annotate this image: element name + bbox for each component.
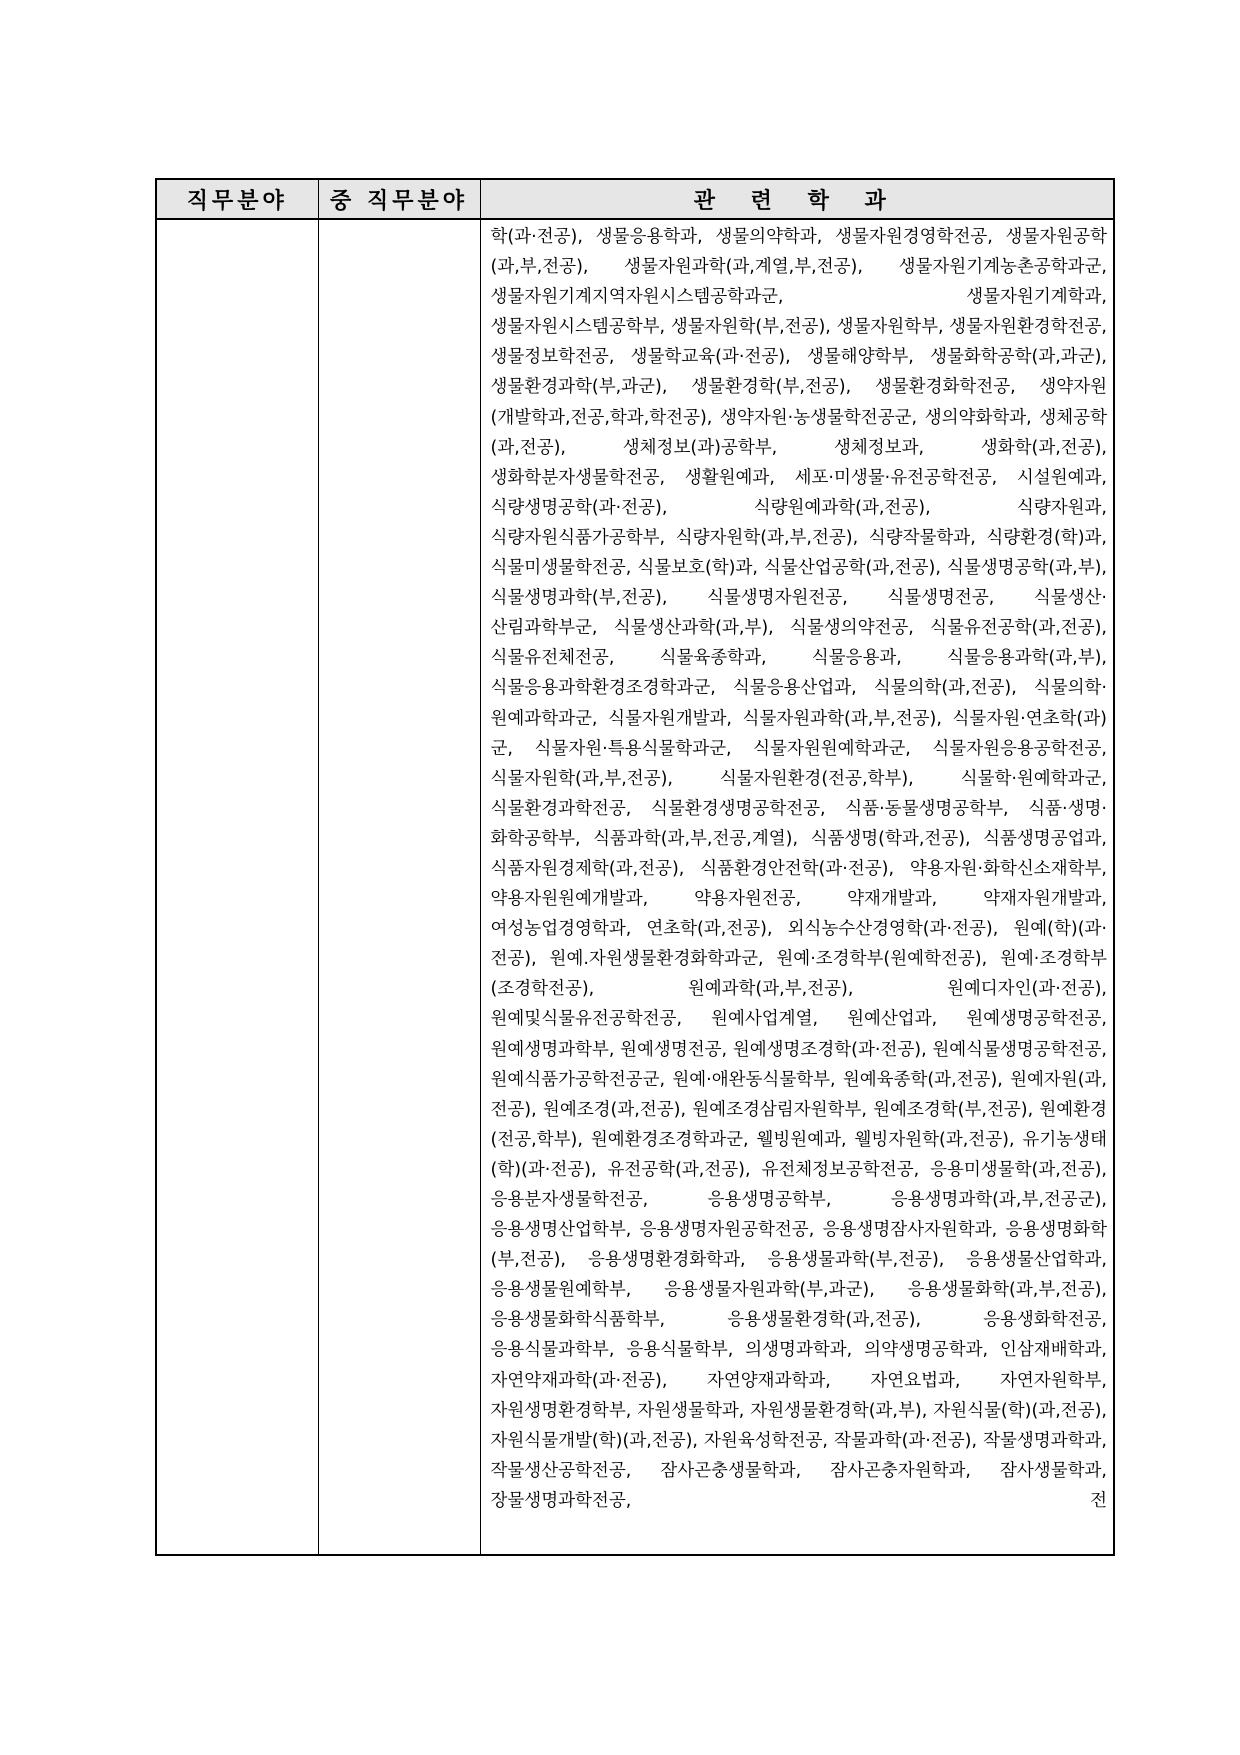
header-job-field: 직무분야: [156, 179, 318, 219]
table-header: [156, 179, 1114, 219]
related-departments-cell: [480, 219, 1114, 1555]
header-row: [156, 179, 1114, 219]
table-row: [156, 219, 1114, 1555]
related-departments-table: [155, 178, 1115, 1556]
related-departments-list: 학(과·전공), 생물응용학과, 생물의약학과, 생물자원경영학전공, 생물자원공학(과,부,전공), 생물자원과학(과,계열,부,전공), 생물자원기계농촌공학과군, 생물자원기계지역자원시스템공학과군, 생물자원기계학과, 생물자원시스템공학부, 생물자원학(부,전공), 생물자원학부, 생물자원환경학전공, 생물정보학전공, 생물학교육(과·전공), 생물해양학부, 생물화학공학(과,과군), 생물환경과학(부,과군), 생물환경학(부,전공), 생물환경화학전공, 생약자원(개발학과,전공,학과,학전공), 생약자원·농생물학전공군, 생의약화학과, 생체공학(과,전공), 생체정보(과)공학부, 생체정보과, 생화학(과,전공), 생화학분자생물학전공, 생활원예과, 세포·미생물·유전공학전공, 시설원예과, 식량생명공학(과·전공), 식량원예과학(과,전공), 식량자원과, 식량자원식품가공학부, 식량자원학(과,부,전공), 식량작물학과, 식량환경(학)과, 식물미생물학전공, 식물보호(학)과, 식물산업공학(과,전공), 식물생명공학(과,부), 식물생명과학(부,전공), 식물생명자원전공, 식물생명전공, 식물생산·산림과학부군, 식물생산과학(과,부), 식물생의약전공, 식물유전공학(과,전공), 식물유전체전공, 식물육종학과, 식물응용과, 식물응용과학(과,부), 식물응용과학환경조경학과군, 식물응용산업과, 식물의학(과,전공), 식물의학·원예과학과군, 식물자원개발과, 식물자원과학(과,부,전공), 식물자원·연초학(과)군, 식물자원·특용식물학과군, 식물자원원예학과군, 식물자원응용공학전공, 식물자원학(과,부,전공), 식물자원환경(전공,학부), 식물학·원예학과군, 식물환경과학전공, 식물환경생명공학전공, 식품·동물생명공학부, 식품·생명·화학공학부, 식품과학(과,부,전공,계열), 식품생명(학과,전공), 식품생명공업과, 식품자원경제학(과,전공), 식품환경안전학(과·전공), 약용자원·화학신소재학부, 약용자원원예개발과, 약용자원전공, 약재개발과, 약재자원개발과, 여성농업경영학과, 연초학(과,전공), 외식농수산경영학(과·전공), 원예(학)(과·전공), 원예.자원생물환경화학과군, 원예·조경학부(원예학전공), 원예·조경학부(조경학전공), 원예과학(과,부,전공), 원예디자인(과·전공), 원예및식물유전공학전공, 원예사업계열, 원예산업과, 원예생명공학전공, 원예생명과학부, 원예생명전공, 원예생명조경학(과·전공), 원예식물생명공학전공, 원예식품가공학전공군, 원예·애완동식물학부, 원예육종학(과,전공), 원예자원(과,전공), 원예조경(과,전공), 원예조경삼림자원학부, 원예조경학(부,전공), 원예환경(전공,학부), 원예환경조경학과군, 웰빙원예과, 웰빙자원학(과,전공), 유기농생태(학)(과·전공), 유전공학(과,전공), 유전체정보공학전공, 응용미생물학(과,전공), 응용분자생물학전공, 응용생명공학부, 응용생명과학(과,부,전공군), 응용생명산업학부, 응용생명자원공학전공, 응용생명잠사자원학과, 응용생명화학(부,전공), 응용생명환경화학과, 응용생물과학(부,전공), 응용생물산업학과, 응용생물원예학부, 응용생물자원과학(부,과군), 응용생물화학(과,부,전공), 응용생물화학식품학부, 응용생물환경학(과,전공), 응용생화학전공, 응용식물과학부, 응용식물학부, 의생명과학과, 의약생명공학과, 인삼재배학과, 자연약재과학(과·전공), 자연양재과학과, 자연요법과, 자연자원학부, 자원생명환경학부, 자원생물학과, 자원생물환경학(과,부), 자원식물(학)(과,전공), 자원식물개발(학)(과,전공), 자원육성학전공, 작물과학(과·전공), 작물생명과학과, 작물생산공학전공, 잠사곤충생물학과, 잠사곤충자원학과, 잠사생물학과, 장물생명과학전공, 전: [490, 227, 1107, 1511]
header-sub-job-field: 중 직무분야: [318, 179, 480, 219]
sub-job-field-cell: [318, 219, 480, 1555]
header-related-departments: 관 련 학 과: [480, 179, 1114, 219]
job-field-cell: [156, 219, 318, 1555]
table-body: [156, 219, 1114, 1555]
